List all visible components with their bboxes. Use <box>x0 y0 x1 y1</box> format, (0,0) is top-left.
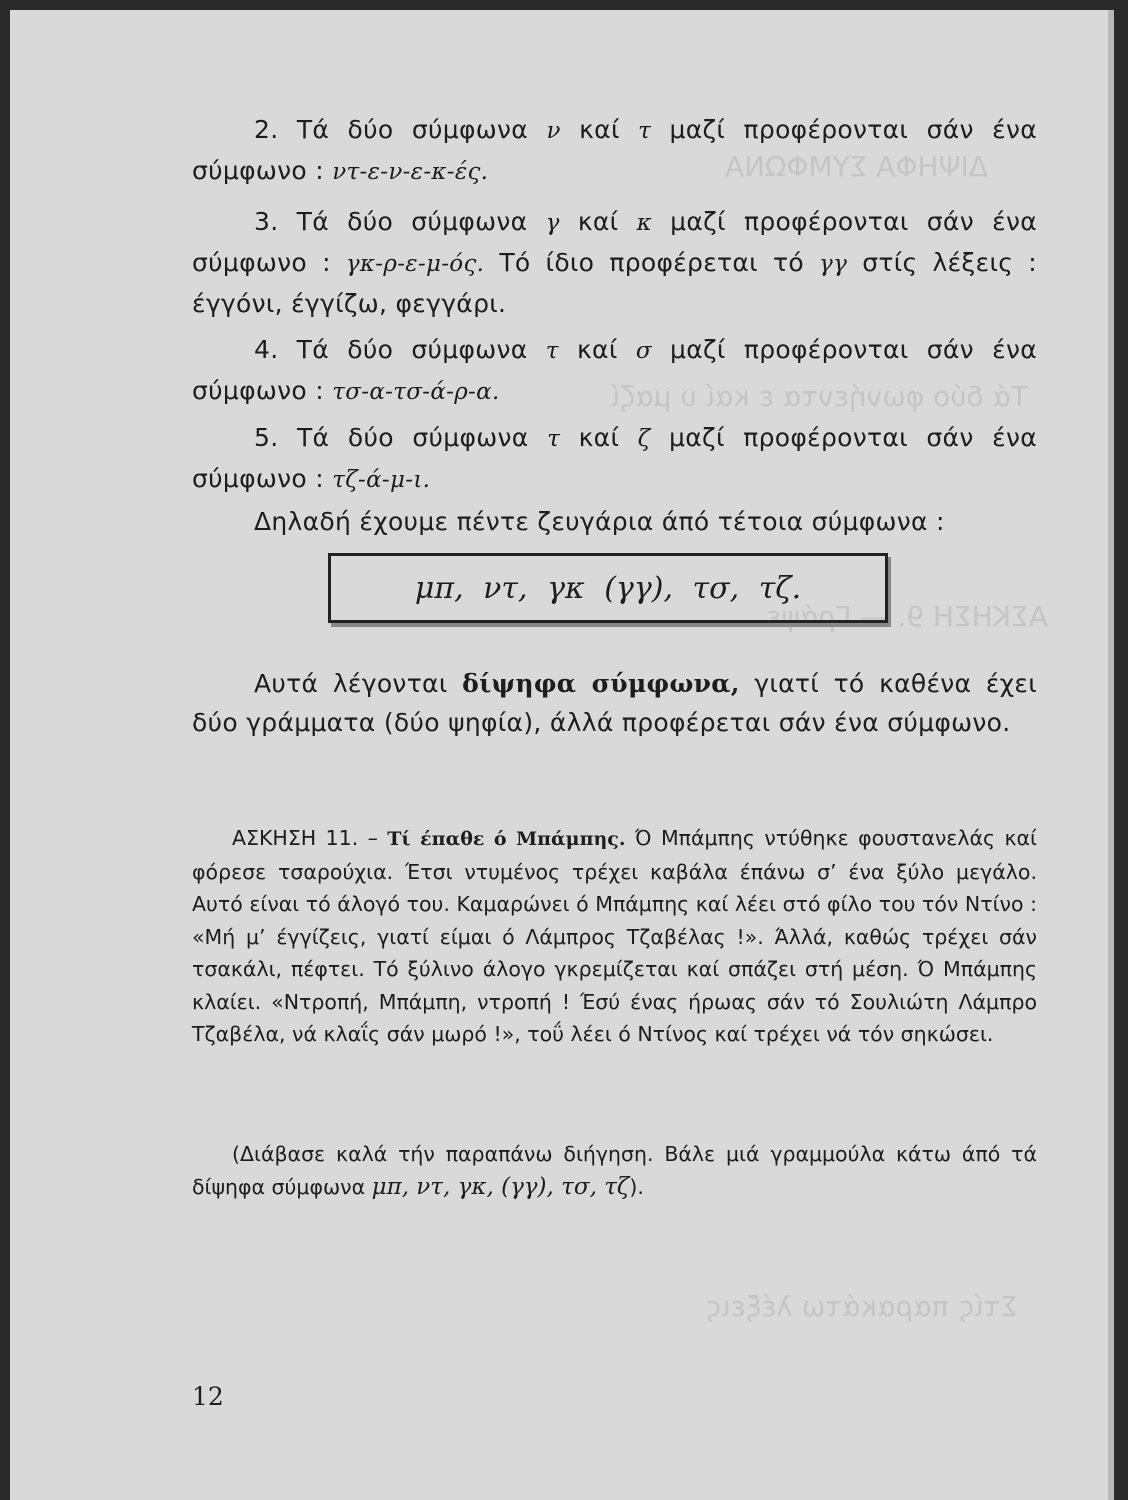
paragraph-rule-3: 3. Τά δύο σύμφωνα γ καί κ μαζί προφέρονται σάν ένα σύμφωνο : γκ-ρ-ε-μ-ός. Τό ίδιο προφέρεται τό γγ στίς λέξεις : έγγόνι, έγγίζω, φεγγάρι. <box>192 207 1037 318</box>
paragraph-rule-4: 4. Τά δύο σύμφωνα τ καί σ μαζί προφέρονται σάν ένα σύμφωνο : τσ-α-τσ-ά-ρ-α. <box>192 335 1037 405</box>
exercise-title: Τί έπαθε ό Μπάμπης. <box>387 828 626 850</box>
exercise-instruction: (Διάβασε καλά τήν παραπάνω διήγηση. Βάλε μιά γραμμούλα κάτω άπό τά δίψηφα σύμφωνα μπ, ντ, γκ, (γγ), τσ, τζ). <box>192 1142 1037 1200</box>
digraph-box <box>328 553 888 623</box>
bleed-through-text: ΔΙΨΗΦΑ ΣΥΜΦΩΝΑ Τά δύο φωνήεντα ε καί υ μαζί ΑΣΚΗΣΗ 9. — Γράψε Στίς παρακάτω λέξεις <box>610 150 1048 1323</box>
paragraph-rule-5: 5. Τά δύο σύμφωνα τ καί ζ μαζί προφέρονται σάν ένα σύμφωνο : τζ-ά-μ-ι. <box>192 423 1037 493</box>
digraph-list: μπ, ντ, γκ (γγ), τσ, τζ. <box>414 570 802 606</box>
book-page <box>10 10 1114 1500</box>
exercise-label: ΑΣΚΗΣΗ 11. – <box>232 826 388 850</box>
page-content <box>10 10 1108 1500</box>
page-number: 12 <box>192 1382 224 1411</box>
exercise-body: Ό Μπάμπης ντύθηκε φουστανελάς καί φόρεσε τσαρούχια. Έτσι ντυμένος τρέχει καβάλα έπάνω σ’ ένα ξύλο μεγάλο. Αυτό είναι τό άλογό του. Καμαρώνει ό Μπάμπης καί λέει στό φίλο του τόν Ντίνο : «Μή μ’ έγγίζεις, γιατί είμαι ό Λάμπρος Τζαβέλας !». Άλλά, καθώς τρέχει σάν τσακάλι, πέφτει. Τό ξύλινο άλογο γκρεμίζεται καί σπάζει στή μέση. Ό Μπάμπης κλαίει. «Ντροπή, Μπάμπη, ντροπή ! Έσύ ένας ήρωας σάν τό Σουλιώτη Λάμπρο Τζαβέλα, νά κλαΐς σάν μωρό !», τοΰ λέει ό Ντίνος καί τρέχει νά τόν σηκώσει. <box>192 826 1037 1046</box>
term-digraph-consonants: δίψηφα σύμφωνα, <box>462 669 740 698</box>
paragraph-summary: Δηλαδή έχουμε πέντε ζευγάρια άπό τέτοια σύμφωνα : <box>254 507 945 536</box>
paragraph-definition: Αυτά λέγονται δίψηφα σύμφωνα, γιατί τό καθένα έχει δύο γράμματα (δύο ψηφία), άλλά προφέρεται σάν ένα σύμφωνο. <box>192 669 1037 737</box>
paragraph-rule-2: 2. Τά δύο σύμφωνα ν καί τ μαζί προφέρονται σάν ένα σύμφωνο : ντ-ε-ν-ε-κ-ές. <box>192 115 1037 185</box>
exercise-11 <box>192 822 1037 1051</box>
